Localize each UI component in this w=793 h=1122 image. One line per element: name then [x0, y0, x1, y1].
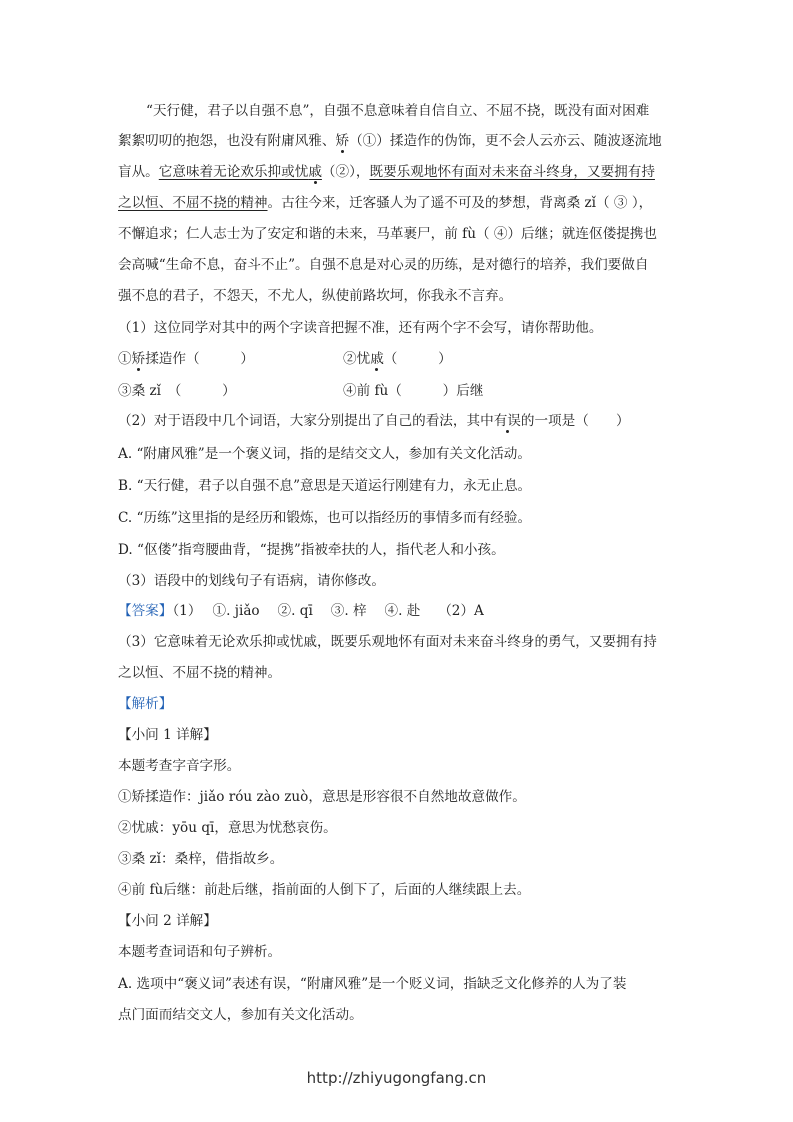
analysis-text: ③桑 zǐ：桑梓，借指故乡。: [118, 851, 284, 867]
paragraph-line-5: 不懈追求；仁人志士为了安定和谐的未来，马革裹尸，前 fù（ ④）后继；就连伛偻提携也: [118, 226, 657, 242]
emphasis-char: 矫: [335, 133, 350, 149]
option-d: D. “伛偻”指弯腰曲背，“提携”指被牵扶的人，指代老人和小孩。: [118, 542, 505, 558]
paragraph-line-6: 会高喊“生命不息，奋斗不止”。自强不息是对心灵的历练，是对德行的培养，我们要做自: [118, 257, 649, 273]
underlined-sentence: 之以恒、不屈不挠的精神: [118, 195, 268, 211]
analysis-section-1: 【小问 1 详解】: [118, 727, 217, 743]
analysis-tag: 【解析】: [118, 696, 173, 712]
paragraph-line-7: 强不息的君子，不怨天，不尤人，纵使前路坎坷，你我永不言弃。: [118, 288, 513, 304]
analysis-text: ②忧戚：yōu qī，意思为忧愁哀伤。: [118, 820, 337, 836]
option-b: B. “天行健，君子以自强不息”意思是天道运行刚建有力，永无止息。: [118, 478, 532, 494]
answer-line-3: 之以恒、不屈不挠的精神。: [118, 665, 282, 681]
question-1-item-3: ③桑 zǐ （ ）: [118, 383, 236, 399]
footer-url[interactable]: http://zhiyugongfang.cn: [306, 1069, 487, 1087]
analysis-text: A. 选项中“褒义词”表述有误，“附庸风雅”是一个贬义词，指缺乏文化修养的人为了装: [118, 976, 627, 992]
question-3-title: （3）语段中的划线句子有语病，请你修改。: [118, 573, 385, 589]
emphasis-char: 戚: [308, 164, 322, 180]
paragraph-line-3: 盲从。它意味着无论欢乐抑或忧戚（②），既要乐观地怀有面对未来奋斗终身，又要拥有持: [118, 164, 655, 180]
analysis-text: 点门面而结交文人，参加有关文化活动。: [118, 1007, 363, 1023]
answer-line-2: （3）它意味着无论欢乐抑或忧戚，既要乐观地怀有面对未来奋斗终身的勇气，又要拥有持: [118, 634, 657, 650]
question-1-item-4: ④前 fù（ ）后继: [343, 383, 484, 399]
analysis-section-2: 【小问 2 详解】: [118, 913, 217, 929]
question-1-item-1: ①矫揉造作（ ）: [118, 351, 254, 367]
answer-line-1: 【答案】（1） ①. jiǎo ②. qī ③. 梓 ④. 赴 （2）A: [118, 603, 484, 619]
option-a: A. “附庸风雅”是一个褒义词，指的是结交文人，参加有关文化活动。: [118, 446, 531, 462]
analysis-text: 本题考查词语和句子辨析。: [118, 944, 282, 960]
question-1-item-2: ②忧戚（ ）: [343, 351, 452, 367]
answer-tag: 【答案】: [118, 603, 173, 619]
option-c: C. “历练”这里指的是经历和锻炼，也可以指经历的事情多而有经验。: [118, 510, 532, 526]
analysis-text: ④前 fù后继：前赴后继，指前面的人倒下了，后面的人继续跟上去。: [118, 882, 531, 898]
analysis-text: ①矫揉造作：jiǎo róu zào zuò，意思是形容很不自然地故意做作。: [118, 789, 526, 805]
paragraph-line-1: “天行健，君子以自强不息”，自强不息意味着自信自立、不屈不挠，既没有面对困难: [146, 103, 650, 119]
analysis-text: 本题考查字音字形。: [118, 758, 241, 774]
underlined-sentence: 既要乐观地怀有面对未来奋斗终身，又要拥有持: [369, 164, 655, 180]
paragraph-line-2: 絮絮叨叨的抱怨，也没有附庸风雅、矫（①）揉造作的伪饰，更不会人云亦云、随波逐流地: [118, 133, 662, 149]
question-1-title: （1）这位同学对其中的两个字读音把握不准，还有两个字不会写，请你帮助他。: [118, 320, 603, 336]
paragraph-line-4: 之以恒、不屈不挠的精神。古往今来，迁客骚人为了遥不可及的梦想，背离桑 zǐ（ ③ ），: [118, 195, 653, 211]
question-2-title: （2）对于语段中几个词语，大家分别提出了自己的看法，其中有误的一项是（ ）: [118, 413, 630, 429]
underlined-sentence: 它意味着无论欢乐抑或忧戚: [158, 164, 322, 180]
